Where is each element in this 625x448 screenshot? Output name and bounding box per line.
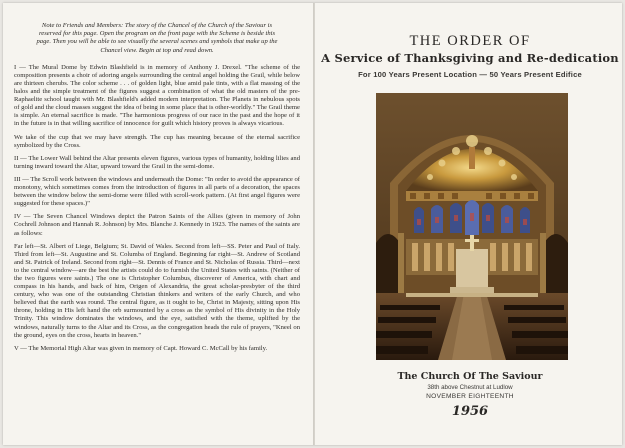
paragraph-scroll-work: III — The Scroll work between the windows and underneath the Dome: "In order to avoid the appearance of monotony, which sometimes comes from the introduction of figures in all parts of a decoration, the spaces between the window below the semi-dome were filled with scroll-work pattern. (At first angel figures were suggested for these spaces.)": [14, 175, 300, 208]
paragraph-mural-dome: I — The Mural Dome by Edwin Blashfield is in memory of Anthony J. Drexel. "The scheme of the composition presents a choir of adoring angels surrounding the central angel holding the Grail, while below are thirteen cherubs. The color scheme . . . of golden light, blue amid pale tints, with a flat massing of the halos and the simple treatment of the figures suggest a combination of what the old masters of the pre-Raphaelite school taught with Mr. Blashfield's added modern interpretation. The Planets in nebulous spots of gold and the cloud masses suggest the idea of being in some place that is other-worldly." The Grail theme is simple. An eternal sacrifice is made. "The harmonious progress of our race in the past and the hope of it in the future is in that willing sacrifice of innocence for guilt which history proves is always vicarious.: [14, 63, 300, 128]
chancel-illustration: [376, 93, 568, 360]
church-address: 38th above Chestnut at Ludlow: [427, 384, 513, 391]
center-fold: [313, 3, 315, 445]
note-to-friends: Note to Friends and Members: The story of the Chancel of the Church of the Saviour is reserved for this page. Open the program on the front page with the Scheme is beside this page. Then you will be able to see visually the several scenes and symbols that make up the Chancel view. Begin at top and read down.: [36, 22, 278, 54]
service-date: NOVEMBER EIGHTEENTH: [426, 393, 514, 400]
paragraph-lower-wall: II — The Lower Wall behind the Altar presents eleven figures, various types of humanity, holding lilies and turning inward toward the Altar, upward toward the Grail in the semi-dome.: [14, 154, 300, 170]
paragraph-saints-list: Far left—St. Albert of Liege, Belgium; St. David of Wales. Second from left—SS. Peter and Paul of Italy. Third from left—St. Augustine and St. Columba of England. Beginning far right—St. Andrew of Scotland and St. Patrick of Ireland. Second from right—St. Dennis of France and St. Nicholas of Russia. Third—next to the central window—are the best the artists could do to furnish the United States with saints. (Neither of the two figures were saints.) The one is Christopher Columbus, discoverer of America, with chart and compass in his hands, and back of him, Origen of Alexandria, the great scholar-presbyter of the third century, who was one of the outstanding Christian thinkers and writers of the early Church, and who believed that the earth was round. The central figure, as it ought to be, Christ in Majesty, sitting upon His throne, holding in His left hand the orb surmounted by a cross as the symbol of His divinity in the Holy Trinity. This window dominates the windows, and the eye, satisfied with the theme, uplifted by the windows, naturally turns to the Altar and its Cross, as the congregation heads the rule of prayers, "Kneel on the ground, eyes on the cross, hearts in heaven.": [14, 242, 300, 339]
paragraph-cup: We take of the cup that we may have strength. The cup has meaning because of the eternal sacrifice symbolized by the Cross.: [14, 133, 300, 149]
left-page: [14, 22, 300, 440]
right-page: [318, 3, 622, 445]
paragraph-chancel-windows: IV — The Seven Chancel Windows depict the Patron Saints of the Allies (given in memory of John Cochrell Johnson and Hannah R. Johnson) by Mrs. Blanche J. Kennedy in 1923. The names of the saints are as follows:: [14, 213, 300, 237]
chancel-photo: [376, 93, 568, 360]
service-year: 1956: [451, 404, 489, 419]
high-altar: [456, 249, 488, 289]
years-line: For 100 Years Present Location — 50 Years Present Edifice: [358, 70, 582, 79]
service-title: A Service of Thanksgiving and Re-dedication: [321, 51, 619, 65]
church-name: The Church Of The Saviour: [397, 371, 543, 382]
heading-order-of: THE ORDER OF: [409, 33, 531, 49]
paragraph-high-altar: V — The Memorial High Altar was given in memory of Capt. Howard C. McCall by his family.: [14, 344, 268, 352]
